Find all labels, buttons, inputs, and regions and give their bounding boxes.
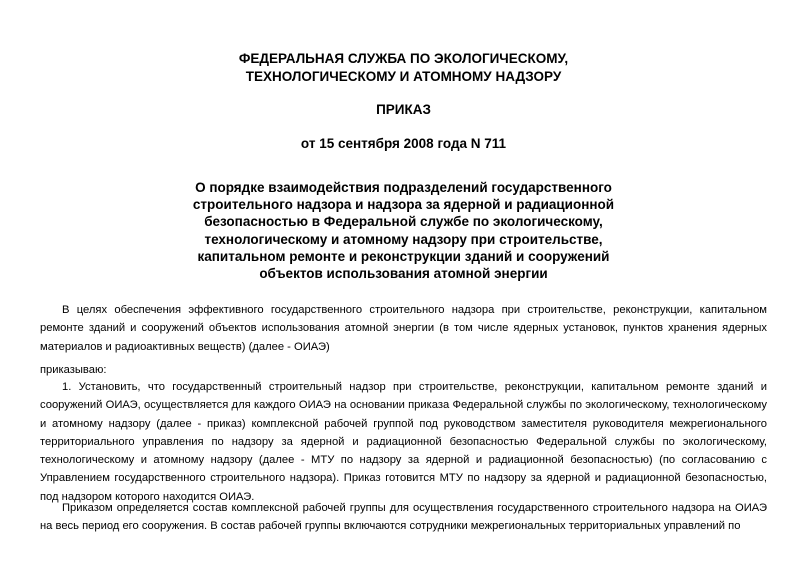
order-item-1: 1. Установить, что государственный строительный надзор при строительстве, реконструкции, капитальном ремонте зданий и сооружений ОИАЭ, осуществляется для каждого ОИАЭ на основании приказа Федеральной службы по экологическому, технологическому и атомному надзору (далее - приказ) комплексной рабочей группой под руководством заместителя руководителя межрегионального территориального управления по надзору за ядерной и радиационной безопасностью Федеральной службы по экологическому, технологическому и атомному надзору (далее - МТУ по надзору за ядерной и радиационной безопасностью) (по согласованию с Управлением государственного строительного надзора). Приказ готовится МТУ по надзору за ядерной и радиационной безопасностью, под надзором которого находится ОИАЭ. xyxy=(40,381,767,503)
document-date-number: от 15 сентября 2008 года N 711 xyxy=(300,136,507,151)
subject-line: объектов использования атомной энергии xyxy=(259,266,548,282)
subject-line: технологическому и атомному надзору при строительстве, xyxy=(204,231,603,247)
subject-line: капитальном ремонте и реконструкции зданий и сооружений xyxy=(197,248,610,264)
document-subject xyxy=(0,179,807,282)
order-word: приказываю: xyxy=(40,364,107,376)
agency-name-line-2: ТЕХНОЛОГИЧЕСКОМУ И АТОМНОМУ НАДЗОРУ xyxy=(245,69,562,84)
preamble-paragraph: В целях обеспечения эффективного государственного строительного надзора при строительстве, реконструкции, капитальном ремонте зданий и сооружений объектов использования атомной энергии (в том числе ядерных установок, пунктов хранения ядерных материалов и радиоактивных веществ) (далее - ОИАЭ) xyxy=(40,304,767,353)
subject-line: строительного надзора и надзора за ядерной и радиационной xyxy=(192,197,615,213)
agency-name xyxy=(0,50,807,86)
agency-name-line-1: ФЕДЕРАЛЬНАЯ СЛУЖБА ПО ЭКОЛОГИЧЕСКОМУ, xyxy=(238,51,569,66)
subject-line: безопасностью в Федеральной службе по экологическому, xyxy=(204,214,603,230)
document-type: ПРИКАЗ xyxy=(376,102,431,117)
paragraph-2: Приказом определяется состав комплексной рабочей группы для осуществления государственного строительного надзора на ОИАЭ на весь период его сооружения. В состав рабочей группы включаются сотрудники межрегиональных территориальных управлений по xyxy=(40,502,767,533)
subject-line: О порядке взаимодействия подразделений государственного xyxy=(195,180,612,195)
